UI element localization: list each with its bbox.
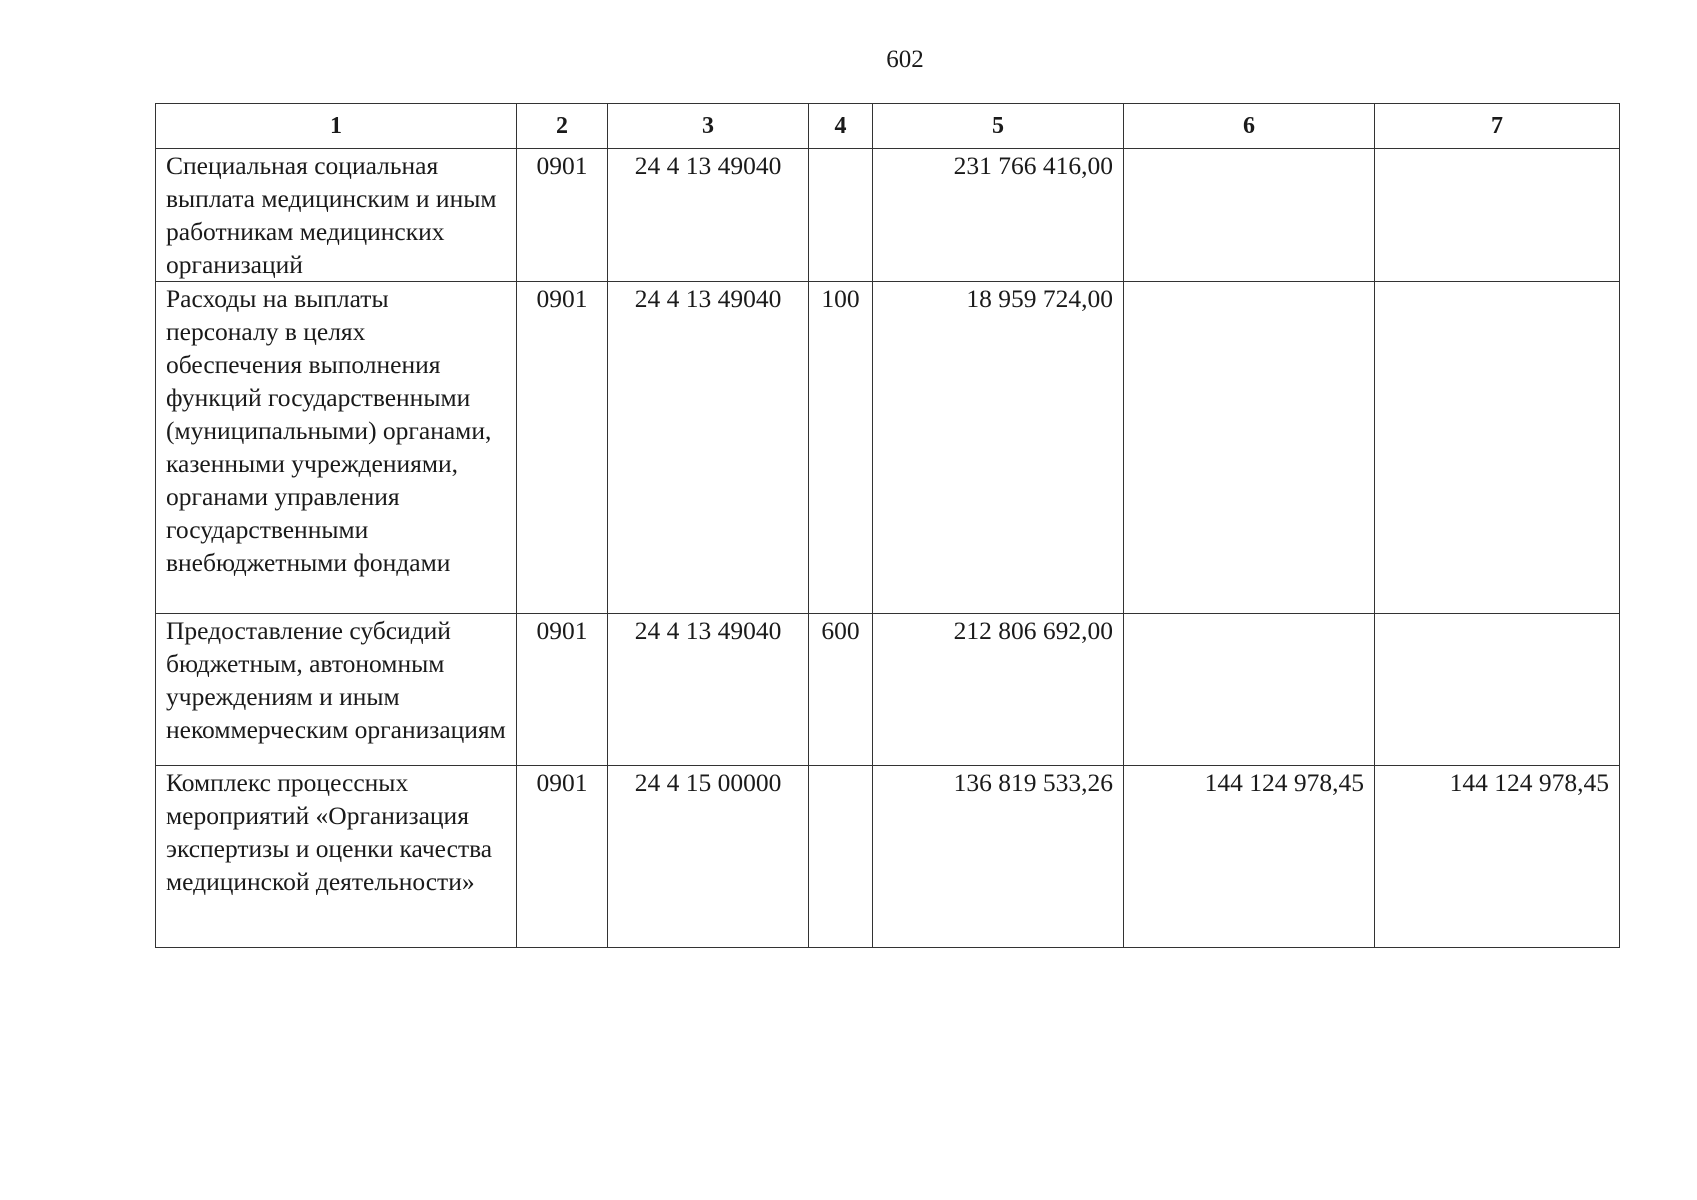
row-expense-type <box>809 766 873 948</box>
page-number: 602 <box>886 46 924 73</box>
header-col-5: 5 <box>873 104 1124 149</box>
row-amount-5: 18 959 724,00 <box>873 282 1124 614</box>
row-expense-type <box>809 149 873 282</box>
row-name: Специальная социальная выплата медицинским и иным работникам медицинских организаций <box>156 149 517 282</box>
row-amount-7 <box>1375 614 1620 766</box>
row-target: 24 4 15 00000 <box>608 766 809 948</box>
header-row <box>156 104 1620 149</box>
row-section: 0901 <box>517 149 608 282</box>
row-name: Предоставление субсидий бюджетным, автономным учреждениям и иным некоммерческим организациям <box>156 614 517 766</box>
row-amount-7: 144 124 978,45 <box>1375 766 1620 948</box>
row-amount-5: 212 806 692,00 <box>873 614 1124 766</box>
table-row <box>156 766 1620 948</box>
header-col-3: 3 <box>608 104 809 149</box>
row-name: Комплекс процессных мероприятий «Организация экспертизы и оценки качества медицинской деятельности» <box>156 766 517 948</box>
row-target: 24 4 13 49040 <box>608 282 809 614</box>
row-target: 24 4 13 49040 <box>608 614 809 766</box>
row-target: 24 4 13 49040 <box>608 149 809 282</box>
row-expense-type: 100 <box>809 282 873 614</box>
row-amount-6: 144 124 978,45 <box>1124 766 1375 948</box>
row-amount-5: 231 766 416,00 <box>873 149 1124 282</box>
row-amount-6 <box>1124 149 1375 282</box>
row-amount-6 <box>1124 282 1375 614</box>
header-col-2: 2 <box>517 104 608 149</box>
row-expense-type: 600 <box>809 614 873 766</box>
header-col-1: 1 <box>156 104 517 149</box>
row-section: 0901 <box>517 766 608 948</box>
budget-table <box>155 103 1620 948</box>
row-amount-7 <box>1375 282 1620 614</box>
table-row <box>156 614 1620 766</box>
row-amount-5: 136 819 533,26 <box>873 766 1124 948</box>
header-col-7: 7 <box>1375 104 1620 149</box>
table-row <box>156 282 1620 614</box>
row-amount-7 <box>1375 149 1620 282</box>
header-col-6: 6 <box>1124 104 1375 149</box>
row-section: 0901 <box>517 614 608 766</box>
row-amount-6 <box>1124 614 1375 766</box>
table-row <box>156 149 1620 282</box>
row-name: Расходы на выплаты персоналу в целях обеспечения выполнения функций государственными (муниципальными) органами, казенными учреждениями, органами управления государственными внебюджетными фондами <box>156 282 517 614</box>
header-col-4: 4 <box>809 104 873 149</box>
row-section: 0901 <box>517 282 608 614</box>
